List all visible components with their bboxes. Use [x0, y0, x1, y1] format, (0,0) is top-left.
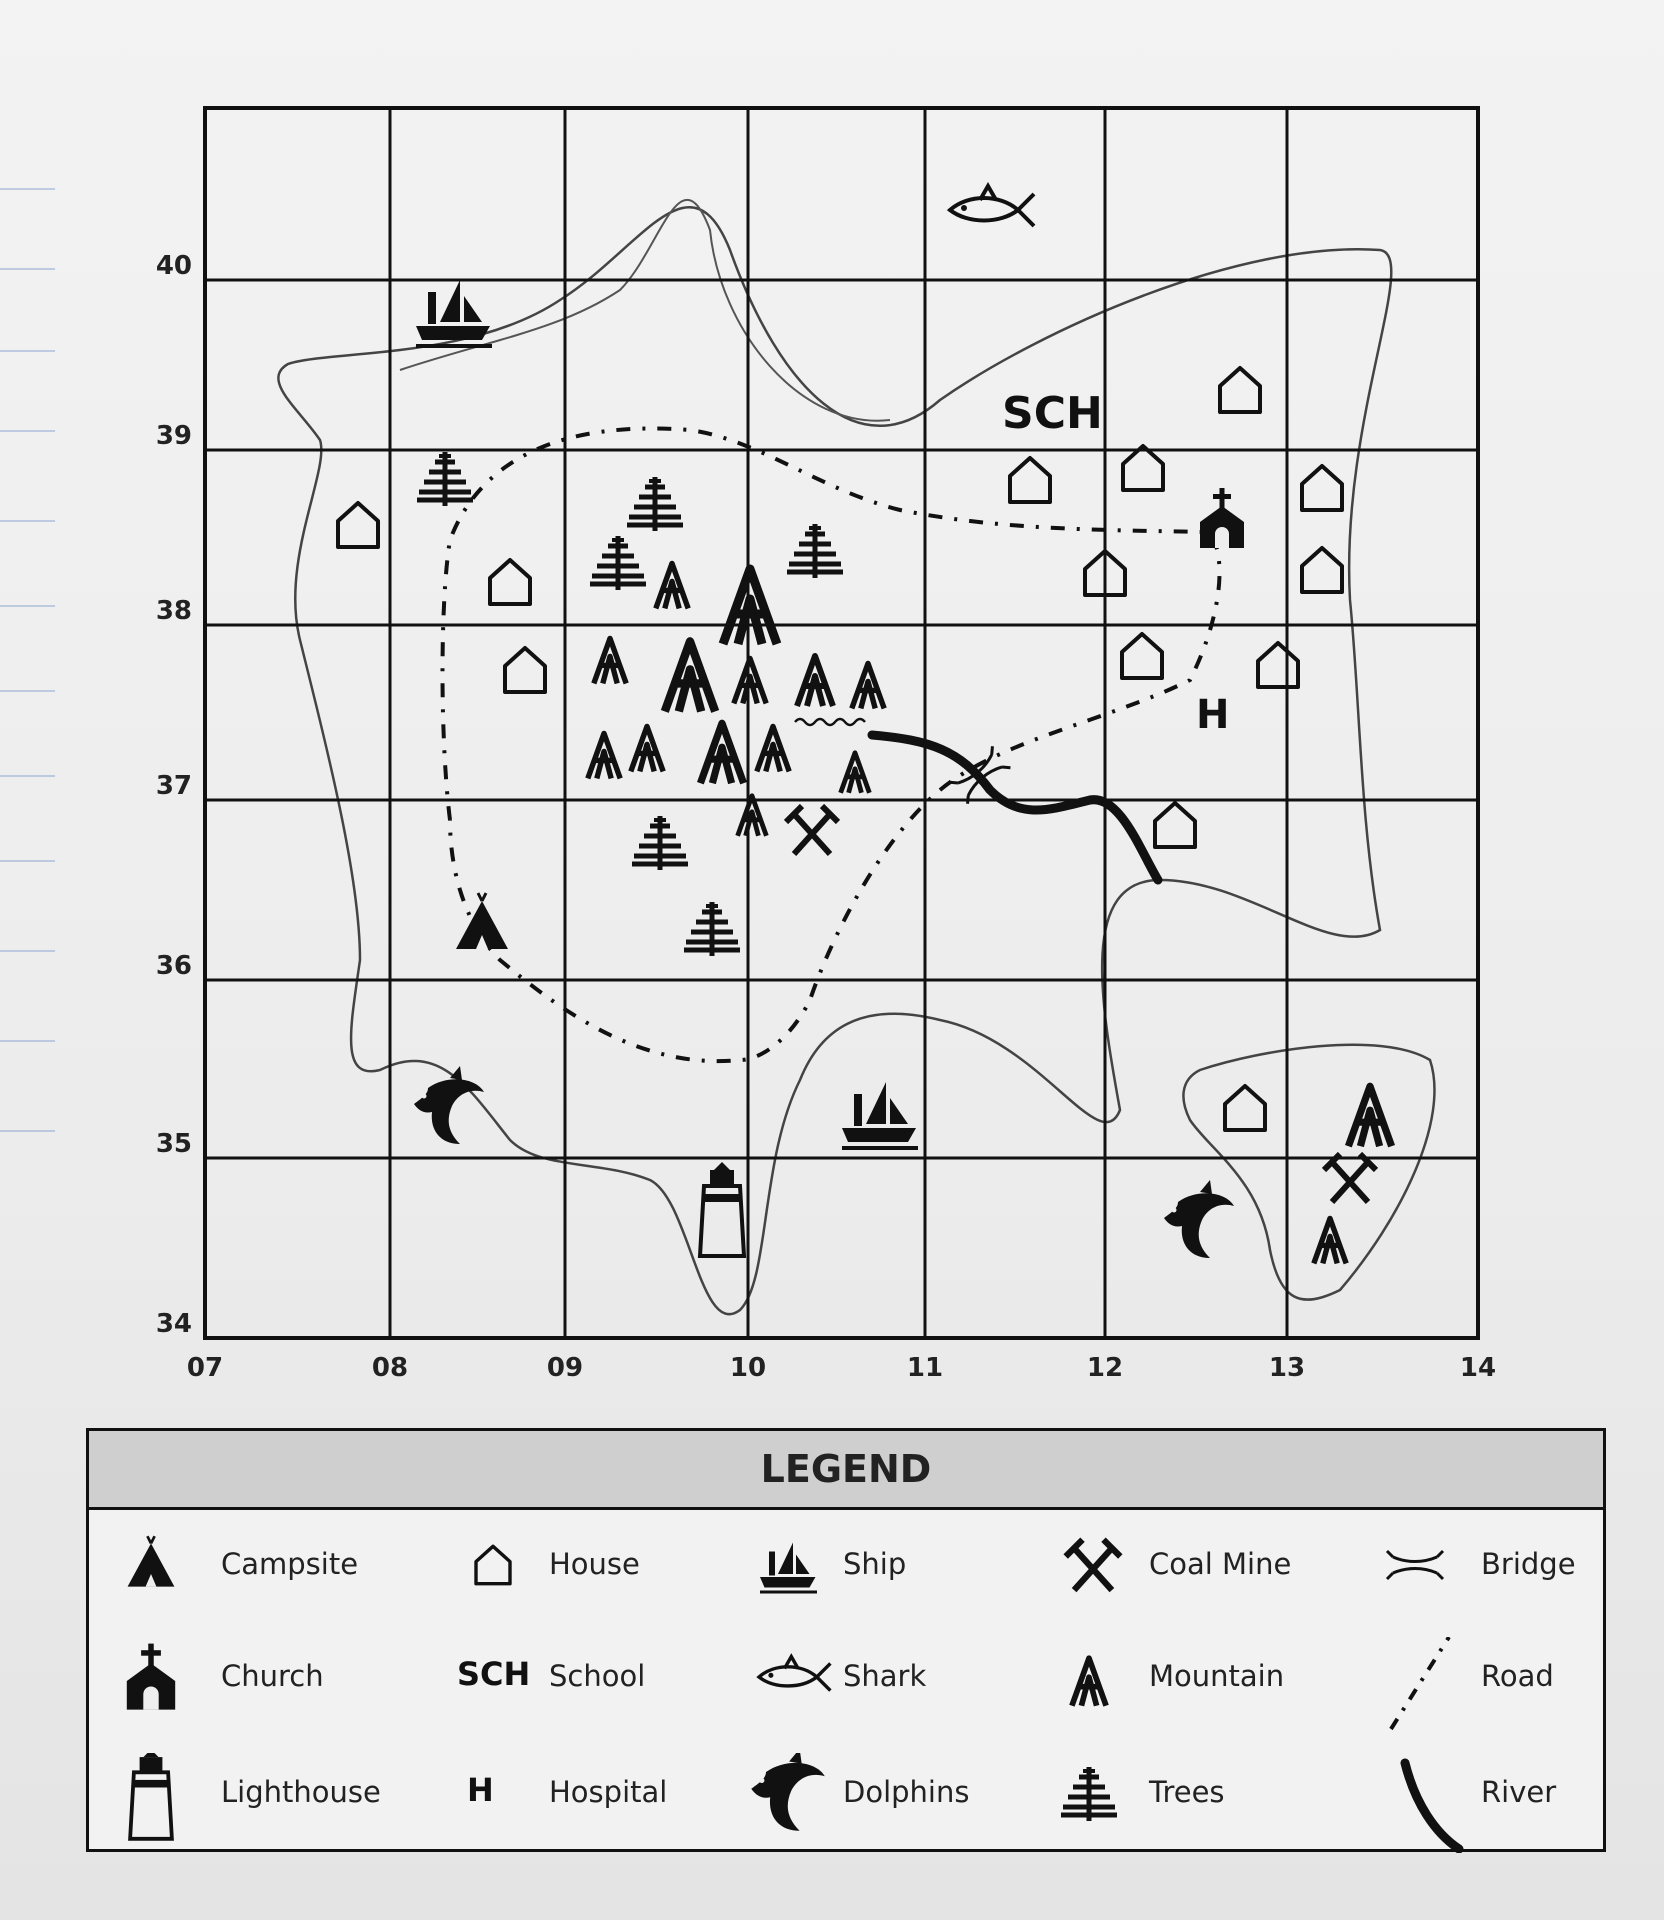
y-axis-label: 34 — [155, 1309, 192, 1339]
mainland-coastline — [278, 207, 1391, 1314]
coal-mine-icon — [1324, 1154, 1376, 1202]
mountain-icon — [757, 726, 789, 771]
trees-icon — [417, 452, 473, 506]
house-icon — [1122, 634, 1162, 678]
map-grid — [205, 108, 1478, 1338]
x-axis-label: 13 — [1268, 1353, 1306, 1383]
mountain-icon — [1049, 1637, 1149, 1737]
trees-icon — [632, 816, 688, 870]
legend-item-trees — [1049, 1753, 1349, 1833]
y-axis-label: 35 — [155, 1129, 192, 1159]
lighthouse-icon — [700, 1162, 744, 1256]
church-icon — [111, 1637, 211, 1737]
legend-label: Mountain — [1149, 1659, 1285, 1693]
mountain-icon — [723, 569, 777, 644]
legend-label: House — [549, 1547, 640, 1581]
river — [872, 735, 1158, 880]
mountain-icon — [1348, 1086, 1391, 1146]
x-axis-label: 11 — [906, 1353, 944, 1383]
house-icon — [1155, 803, 1195, 847]
house-icon — [505, 648, 545, 692]
trees-icon — [627, 477, 683, 531]
y-axis-label: 37 — [155, 771, 192, 801]
legend-label: Road — [1481, 1659, 1554, 1693]
hospital-label: H — [1196, 692, 1230, 738]
bridge-icon — [1371, 1525, 1471, 1625]
legend-label: Lighthouse — [221, 1775, 381, 1809]
ship-icon — [416, 280, 492, 346]
house-icon — [1010, 458, 1050, 502]
house-icon — [1123, 446, 1163, 490]
legend-item-shark — [743, 1637, 1043, 1717]
dolphin-icon — [743, 1753, 843, 1853]
mountain-icon — [734, 658, 766, 703]
legend-item-house — [457, 1525, 757, 1605]
mountain-icon — [797, 656, 833, 706]
mountain-icon — [700, 723, 743, 783]
house-icon — [338, 503, 378, 547]
y-axis-label: 36 — [155, 951, 192, 981]
house-icon — [1302, 466, 1342, 510]
house-icon — [490, 560, 530, 604]
legend-item-dolphins — [743, 1753, 1043, 1833]
legend-item-road — [1371, 1637, 1664, 1717]
shark-icon — [743, 1637, 843, 1737]
legend-title: LEGEND — [89, 1431, 1603, 1510]
house-icon — [1225, 1086, 1265, 1130]
legend-label: Campsite — [221, 1547, 359, 1581]
hospital-text: H — [467, 1771, 494, 1809]
x-axis-label: 08 — [371, 1353, 409, 1383]
y-axis-label: 40 — [155, 251, 192, 281]
river-icon — [1371, 1753, 1471, 1853]
x-axis-label: 10 — [729, 1353, 767, 1383]
x-axis-label: 09 — [546, 1353, 584, 1383]
shark-icon — [950, 186, 1034, 226]
legend-label: Bridge — [1481, 1547, 1576, 1581]
school-text: SCH — [457, 1655, 531, 1693]
house-icon — [1302, 548, 1342, 592]
coal-mine-icon — [786, 806, 838, 854]
x-axis-label: 07 — [186, 1353, 224, 1383]
legend-item-mountain — [1049, 1637, 1349, 1717]
legend-item-campsite — [111, 1525, 411, 1605]
coal-mine-icon — [1049, 1525, 1149, 1625]
dolphin-icon — [1164, 1180, 1234, 1258]
road-icon — [1371, 1637, 1471, 1737]
mountain-icon — [594, 638, 626, 683]
ship-icon — [842, 1082, 918, 1148]
legend-item-bridge — [1371, 1525, 1664, 1605]
trees-icon — [787, 524, 843, 578]
school-label: SCH — [1002, 388, 1103, 439]
trees-icon — [1049, 1753, 1149, 1853]
trees-icon — [590, 536, 646, 590]
island-coastline — [1183, 1045, 1434, 1300]
legend-label: Church — [221, 1659, 324, 1693]
legend-item-lighthouse — [111, 1753, 411, 1833]
legend-label: Dolphins — [843, 1775, 970, 1809]
y-axis-label: 39 — [155, 421, 192, 451]
trees-icon — [684, 902, 740, 956]
house-icon — [1258, 643, 1298, 687]
church-icon — [1200, 488, 1244, 548]
y-axis-label: 38 — [155, 596, 192, 626]
mountain-icon — [841, 753, 870, 793]
mountain-icon — [631, 726, 663, 771]
mountain-icon — [588, 733, 620, 778]
ship-icon — [743, 1525, 843, 1625]
mountain-icon — [665, 641, 715, 711]
legend-box — [86, 1428, 1606, 1852]
legend-label: Shark — [843, 1659, 927, 1693]
legend-item-hospital — [457, 1753, 757, 1833]
lighthouse-icon — [111, 1753, 211, 1853]
legend-label: Ship — [843, 1547, 907, 1581]
campsite-icon — [456, 893, 508, 949]
legend-item-coal-mine — [1049, 1525, 1349, 1605]
legend-label: Trees — [1149, 1775, 1225, 1809]
legend-label: Coal Mine — [1149, 1547, 1292, 1581]
mountain-icon — [1314, 1218, 1346, 1263]
dolphin-icon — [414, 1066, 484, 1144]
marsh-symbol — [795, 719, 865, 725]
x-axis-label: 12 — [1086, 1353, 1124, 1383]
campsite-icon — [111, 1525, 211, 1625]
legend-label: Hospital — [549, 1775, 668, 1809]
mountain-icon — [656, 563, 688, 608]
legend-item-school — [457, 1637, 757, 1717]
house-icon — [457, 1525, 557, 1625]
mountain-icon — [852, 663, 884, 708]
legend-item-church — [111, 1637, 411, 1717]
x-axis-label: 14 — [1459, 1353, 1497, 1383]
legend-label: River — [1481, 1775, 1557, 1809]
house-icon — [1220, 368, 1260, 412]
mountain-icon — [738, 796, 767, 836]
legend-item-river — [1371, 1753, 1664, 1833]
legend-label: School — [549, 1659, 646, 1693]
legend-item-ship — [743, 1525, 1043, 1605]
